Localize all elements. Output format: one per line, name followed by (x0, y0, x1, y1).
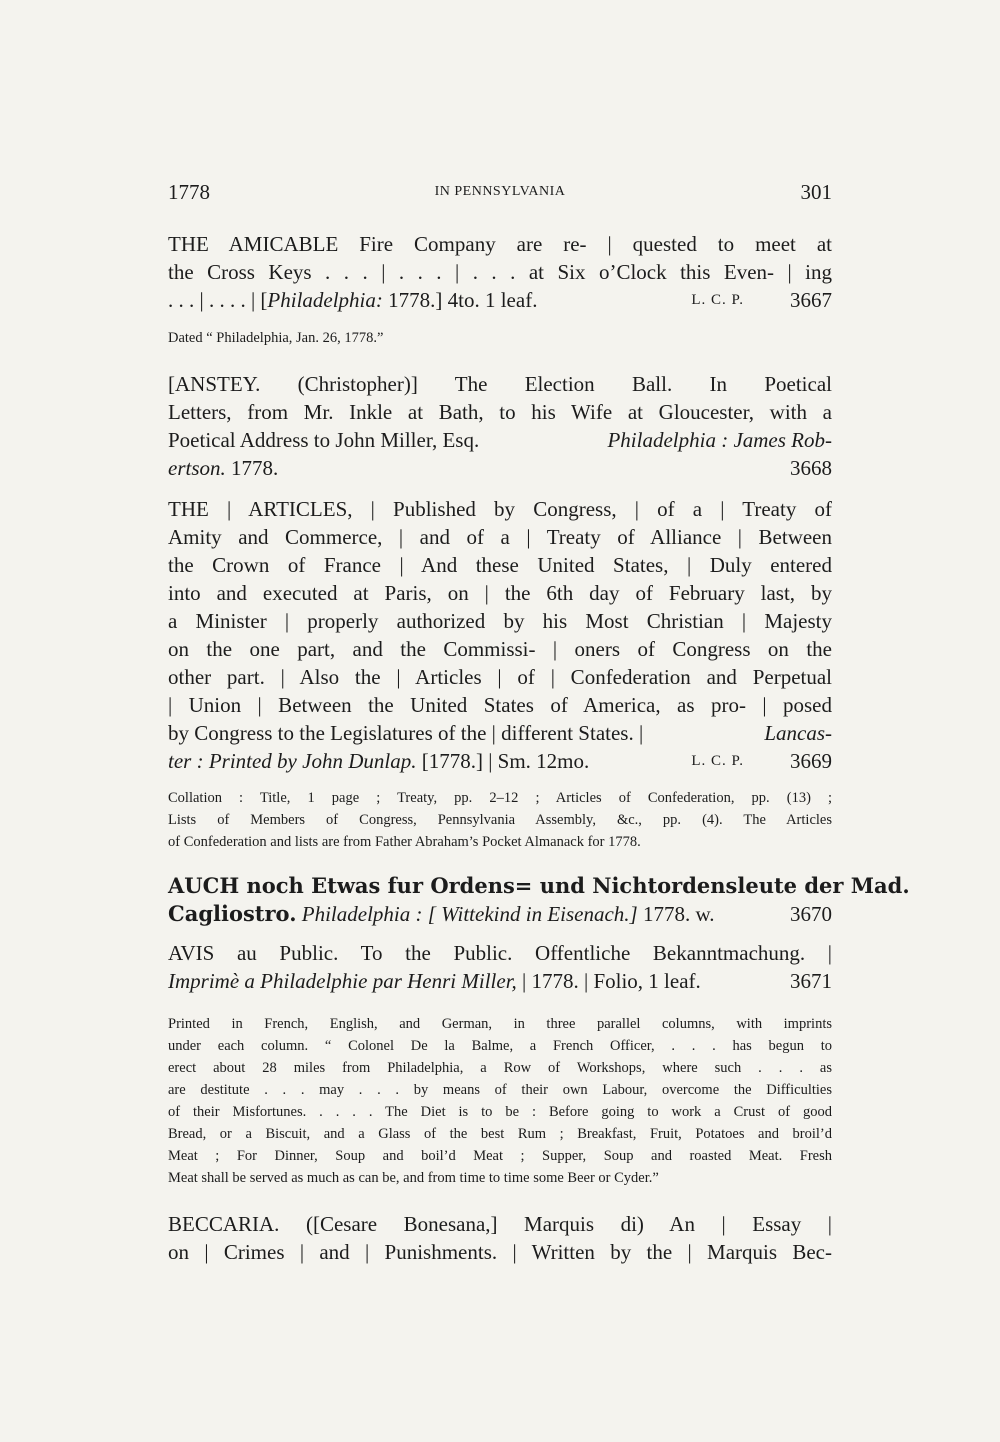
entry-number: 3668 (790, 456, 832, 480)
entry-line: the Crown of France | And these United States, | Duly entered (168, 553, 832, 577)
note-line: under each column. “ Colonel De la Balme, a French Officer, . . . has begun to (168, 1038, 832, 1054)
entry-line (168, 426, 832, 454)
location-code: L. C. P. (691, 753, 744, 769)
imprint-text: ertson. (168, 456, 226, 480)
entry-line (168, 747, 832, 775)
entry-text: . . . | . . . . | [ (168, 288, 268, 312)
imprint-text: Imprimè a Philadelphie par Henri Miller, (168, 969, 517, 993)
entry-line: Letters, from Mr. Inkle at Bath, to his Wife at Gloucester, with a (168, 400, 832, 424)
entry-3671 (168, 939, 832, 995)
entry-line: AVIS au Public. To the Public. Offentliche Bekanntmachung. | (168, 941, 832, 965)
note-line: Printed in French, English, and German, in three parallel columns, with imprints (168, 1016, 832, 1032)
note-line: Dated “ Philadelphia, Jan. 26, 1778.” (168, 330, 384, 346)
entry-number: 3670 (790, 902, 832, 926)
entry-line: [ANSTEY. (Christopher)] The Election Ball. In Poetical (168, 372, 832, 396)
entry-text: 1778.] 4to. 1 leaf. (382, 288, 538, 312)
entry-3668 (168, 370, 832, 482)
note-3667 (168, 327, 832, 349)
note-3669 (168, 787, 832, 853)
imprint-text: Philadelphia : James Rob- (607, 428, 832, 452)
entry-number: 3671 (790, 969, 832, 993)
imprint-place: Philadelphia: (267, 288, 383, 312)
entry-number: 3667 (790, 288, 832, 312)
entry-3669 (168, 495, 832, 775)
imprint-text: ter : Printed by John Dunlap. (168, 749, 417, 773)
entry-line: Amity and Commerce, | and of a | Treaty of Alliance | Between (168, 525, 832, 549)
entry-line: the Cross Keys . . . | . . . | . . . at Six o’Clock this Even- | ing (168, 260, 832, 284)
entry-line (168, 454, 832, 482)
entry-line: on | Crimes | and | Punishments. | Written by the | Marquis Bec- (168, 1240, 832, 1264)
entry-line: BECCARIA. ([Cesare Bonesana,] Marquis di) An | Essay | (168, 1212, 832, 1236)
entry-line: a Minister | properly authorized by his Most Christian | Majesty (168, 609, 832, 633)
entry-line: AUCH noch Etwas fur Ordens= und Nichtordensleute der Mad. (168, 873, 910, 898)
entry-line (168, 967, 832, 995)
location-code: L. C. P. (691, 292, 744, 308)
entry-line: on the one part, and the Commissi- | oners of Congress on the (168, 637, 832, 661)
note-line: of their Misfortunes. . . . . The Diet is to be : Before going to work a Crust of good (168, 1104, 832, 1120)
entry-line (168, 900, 832, 928)
page-header (168, 180, 832, 214)
entry-line: into and executed at Paris, on | the 6th day of February last, by (168, 581, 832, 605)
entry-number: 3669 (790, 749, 832, 773)
note-line: are destitute . . . may . . . by means of their own Labour, overcome the Difficulties (168, 1082, 832, 1098)
note-line: Bread, or a Biscuit, and a Glass of the best Rum ; Breakfast, Fruit, Potatoes and broil’d (168, 1126, 832, 1142)
entry-line: THE AMICABLE Fire Company are re- | quested to meet at (168, 232, 832, 256)
entry-text: 1778. (225, 456, 279, 480)
entry-line: | Union | Between the United States of America, as pro- | posed (168, 693, 832, 717)
note-line: erect about 28 miles from Philadelphia, a Row of Workshops, where such . . . as (168, 1060, 832, 1076)
entry-text: | 1778. | Folio, 1 leaf. (516, 969, 701, 993)
header-year: 1778 (168, 180, 210, 204)
entry-3670 (168, 872, 910, 928)
entry-text: Poetical Address to John Miller, Esq. (168, 428, 480, 452)
entry-text: Cagliostro. (168, 901, 297, 926)
note-line: Meat shall be served as much as can be, and from time to time some Beer or Cyder.” (168, 1170, 659, 1186)
entry-line: THE | ARTICLES, | Published by Congress, | of a | Treaty of (168, 497, 832, 521)
note-line: Lists of Members of Congress, Pennsylvania Assembly, &c., pp. (4). The Articles (168, 812, 832, 828)
entry-line (168, 719, 832, 747)
entry-text: 1778. w. (637, 902, 715, 926)
note-3671 (168, 1013, 832, 1189)
entry-line (168, 286, 832, 314)
entry-3672 (168, 1210, 832, 1266)
entry-3667 (168, 230, 832, 314)
note-line: Collation : Title, 1 page ; Treaty, pp. 2–12 ; Articles of Confederation, pp. (13) ; (168, 790, 832, 806)
note-line: of Confederation and lists are from Father Abraham’s Pocket Almanack for 1778. (168, 834, 641, 850)
entry-text: [1778.] | Sm. 12mo. (416, 749, 590, 773)
entry-text: by Congress to the Legislatures of the | different States. | (168, 721, 644, 745)
note-line: Meat ; For Dinner, Soup and boil’d Meat ; Supper, Soup and roasted Meat. Fresh (168, 1148, 832, 1164)
imprint-text: Philadelphia : [ Wittekind in Eisenach.] (301, 902, 638, 926)
header-page-number: 301 (800, 180, 832, 204)
entry-line: other part. | Also the | Articles | of | Confederation and Perpetual (168, 665, 832, 689)
imprint-text: Lancas- (764, 721, 832, 745)
header-title: IN PENNSYLVANIA (434, 184, 566, 199)
